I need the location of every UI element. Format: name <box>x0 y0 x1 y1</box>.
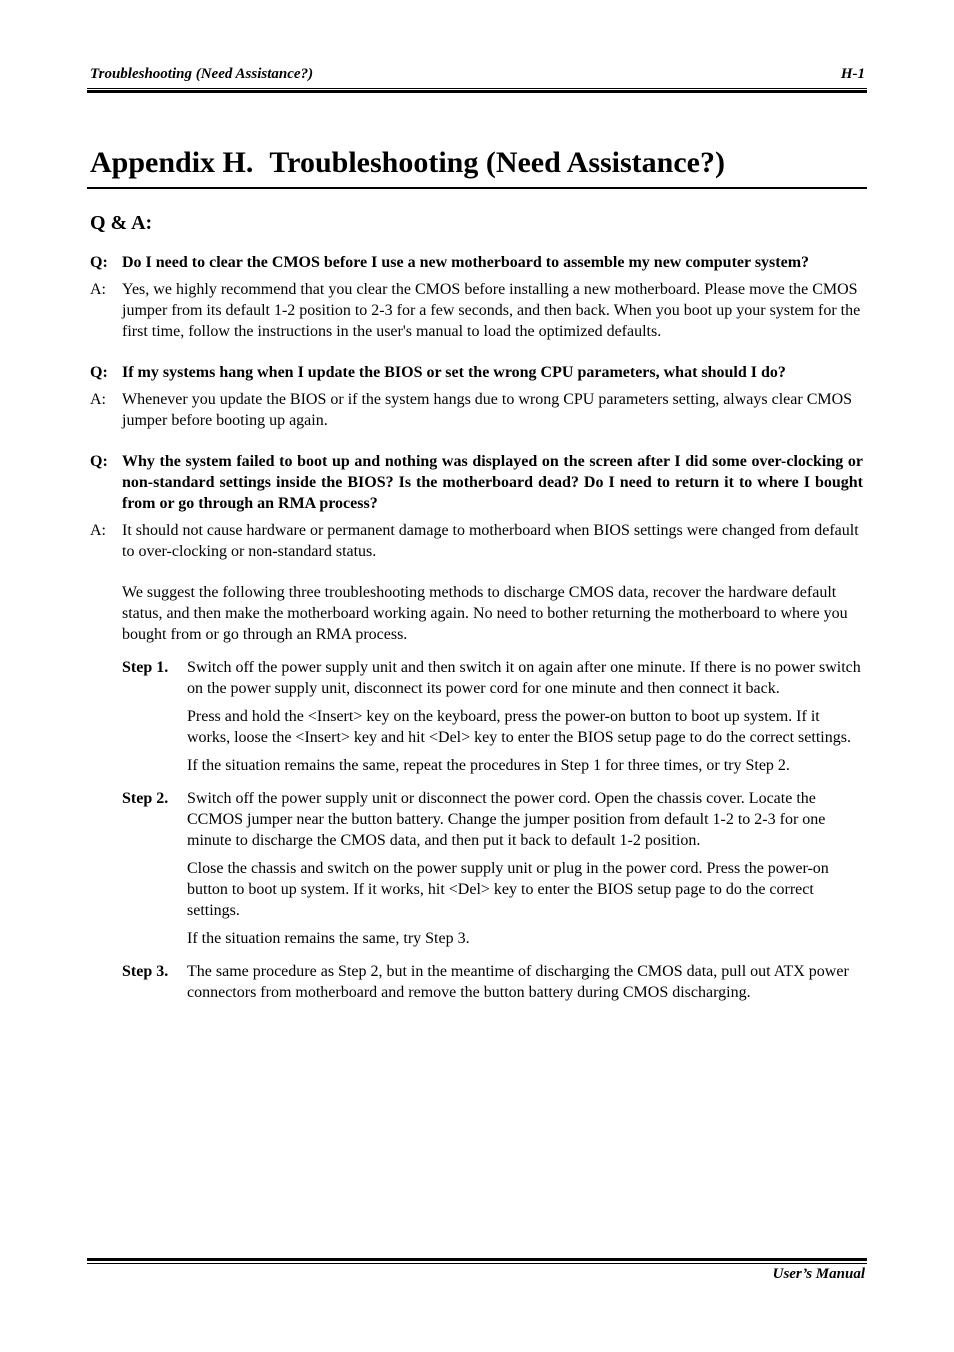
answer-text: Whenever you update the BIOS or if the system hangs due to wrong CPU parameters setting, always clear CMOS jumper before booting up again. <box>122 391 853 429</box>
question-2 <box>90 362 863 383</box>
question-text: Do I need to clear the CMOS before I use a new motherboard to assemble my new computer system? <box>122 254 810 271</box>
step-label: Step 3. <box>122 963 169 980</box>
header-rule-thick <box>87 90 867 93</box>
page-header <box>90 64 865 88</box>
step-2-paragraph-2: Close the chassis and switch on the power supply unit or plug in the power cord. Press the power-on button to boot up system. If it works, hit <Del> key to enter the BIOS setup page to do the correct settings. <box>187 860 829 919</box>
step-text: Switch off the power supply unit or disconnect the power cord. Open the chassis cover. Locate the CCMOS jumper near the button battery. Change the jumper position from default 1-2 to 2-3 for one minute to discharge the CMOS data, and then put it back to default 1-2 position. <box>187 790 826 849</box>
step-1 <box>122 657 863 699</box>
question-3 <box>90 451 863 514</box>
step-1-paragraph-2: Press and hold the <Insert> key on the keyboard, press the power-on button to boot up system. If it works, loose the <Insert> key and hit <Del> key to enter the BIOS setup page to do the correct settings. <box>187 708 851 746</box>
footer-rule-thick <box>87 1258 867 1261</box>
answer-text: It should not cause hardware or permanent damage to motherboard when BIOS settings were changed from default to over-clocking or non-standard status. <box>122 522 859 560</box>
appendix-title: Troubleshooting (Need Assistance?) <box>269 146 725 179</box>
a-label: A: <box>90 281 106 298</box>
footer-rule-thin <box>87 1263 867 1264</box>
question-1 <box>90 252 863 273</box>
step-2 <box>122 788 863 851</box>
step-text: Switch off the power supply unit and then switch it on again after one minute. If there is no power switch on the power supply unit, disconnect its power cord for one minute and then connect it back. <box>187 659 861 697</box>
answer-1 <box>90 279 863 342</box>
qa-heading: Q & A: <box>90 212 153 234</box>
step-label: Step 1. <box>122 659 169 676</box>
step-text: The same procedure as Step 2, but in the meantime of discharging the CMOS data, pull out ATX power connectors from motherboard and remove the button battery during CMOS discharging. <box>187 963 849 1001</box>
question-text: If my systems hang when I update the BIOS or set the wrong CPU parameters, what should I do? <box>122 364 786 381</box>
q-label: Q: <box>90 453 108 470</box>
appendix-label: Appendix H. <box>90 146 254 179</box>
title-rule <box>87 187 867 189</box>
qa-content <box>90 252 863 1003</box>
a-label: A: <box>90 522 106 539</box>
step-1-paragraph-3: If the situation remains the same, repeat the procedures in Step 1 for three times, or try Step 2. <box>187 757 790 774</box>
a-label: A: <box>90 391 106 408</box>
step-3 <box>122 961 863 1003</box>
header-page-number: H-1 <box>840 66 865 82</box>
question-text: Why the system failed to boot up and nothing was displayed on the screen after I did some over-clocking or non-standard settings inside the BIOS? Is the motherboard dead? Do I need to return it to where I bought from or go through an RMA process? <box>122 453 863 512</box>
page-title <box>90 146 725 180</box>
q-label: Q: <box>90 254 108 271</box>
step-label: Step 2. <box>122 790 169 807</box>
step-2-paragraph-3: If the situation remains the same, try Step 3. <box>187 930 470 947</box>
answer-3-suggestion: We suggest the following three troubleshooting methods to discharge CMOS data, recover the hardware default status, and then make the motherboard working again. No need to bother returning the motherboard to where you bought from or go through an RMA process. <box>122 584 848 643</box>
answer-text: Yes, we highly recommend that you clear the CMOS before installing a new motherboard. Please move the CMOS jumper from its default 1-2 position to 2-3 for a few seconds, and then back. When you boot up your system for the first time, follow the instructions in the user's manual to load the optimized defaults. <box>122 281 861 340</box>
q-label: Q: <box>90 364 108 381</box>
answer-3 <box>90 520 863 562</box>
header-rule-thin <box>87 88 867 89</box>
answer-2 <box>90 389 863 431</box>
footer-manual-title: User’s Manual <box>772 1266 865 1282</box>
header-section-title: Troubleshooting (Need Assistance?) <box>90 66 314 82</box>
